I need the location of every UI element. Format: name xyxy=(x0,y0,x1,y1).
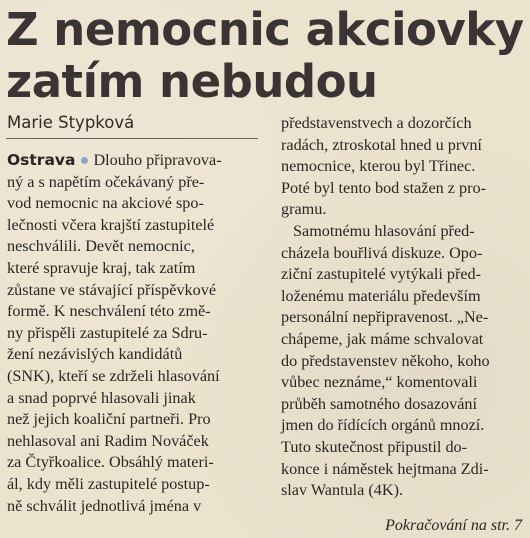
article-line: do představenstev někoho, koho xyxy=(281,351,490,370)
article-line: formě. K neschválení této změ- xyxy=(7,302,211,321)
article-line: chápeme, jak máme schvalovat xyxy=(281,329,484,348)
article-line: ál, kdy měli zastupitelé postup- xyxy=(7,474,210,493)
byline-divider xyxy=(6,138,258,139)
article-line: nehlasoval ani Radim Nováček xyxy=(7,431,209,450)
article-line: lečnosti včera krajští zastupitelé xyxy=(7,215,215,234)
dateline: Ostrava xyxy=(7,151,76,169)
continuation-note: Pokračování na str. 7 xyxy=(385,517,522,534)
article-line: Samotnému hlasování před- xyxy=(293,221,475,240)
article-line: loženému materiálu především xyxy=(281,286,481,305)
article-line: zůstane ve stávající příspěvkové xyxy=(7,280,217,299)
article-line: (SNK), kteří se zdrželi hlasování xyxy=(7,366,220,385)
article-line: ziční zastupitelé vytýkali před- xyxy=(281,265,482,284)
article-line: Tuto skutečnost připustil do- xyxy=(281,437,468,456)
article-line: žení nezávislých kandidátů xyxy=(7,345,183,364)
article-line: vůbec neznáme,“ komentovali xyxy=(281,373,478,392)
article-line: personální nepřipravenost. „Ne- xyxy=(281,308,489,327)
article-line: ný a s napětím očekávaný pře- xyxy=(7,172,205,191)
article-line: konce i náměstek hejtmana Zdi- xyxy=(281,459,489,478)
article-line: průběh samotného dosazování xyxy=(281,394,477,413)
article-line: slav Wantula (4K). xyxy=(281,481,404,500)
headline-line-2: zatím nebudou xyxy=(6,55,378,108)
article-line: které spravuje kraj, tak zatím xyxy=(7,258,196,277)
article-line: ně schválit jednotlivá jména v xyxy=(7,496,202,515)
article-line: jmen do řídících orgánů mnozí. xyxy=(281,416,485,435)
article-line: Ostrava Dlouho připravova- xyxy=(7,151,222,169)
article-line: radách, ztroskotal hned u první xyxy=(281,135,482,154)
article-line: gramu. xyxy=(281,200,327,219)
article-column-right xyxy=(281,113,523,502)
article-line: neschválili. Devět nemocnic, xyxy=(7,237,195,256)
article-line: nemocnice, kterou byl Třinec. xyxy=(281,157,476,176)
article-line: a snad poprvé hlasovali jinak xyxy=(7,388,196,407)
article-line: než jejich koaliční partneři. Pro xyxy=(7,410,211,429)
article-line: představenstvech a dozorčích xyxy=(281,114,472,132)
headline xyxy=(6,4,526,108)
author-byline: Marie Stypková xyxy=(7,113,135,132)
headline-line-1: Z nemocnic akciovky xyxy=(6,3,524,56)
article-column-left xyxy=(7,150,252,517)
article-line: vod nemocnic na akciové spo- xyxy=(7,194,204,213)
article-line: cházela bouřlivá diskuze. Opo- xyxy=(281,243,483,262)
article-line: ny přispěli zastupitelé za Sdru- xyxy=(7,323,208,342)
article-line: za Čtyřkoalice. Obsáhlý materi- xyxy=(7,453,214,472)
bullet-dot-icon xyxy=(81,157,88,164)
article-line: Poté byl tento bod stažen z pro- xyxy=(281,178,486,197)
